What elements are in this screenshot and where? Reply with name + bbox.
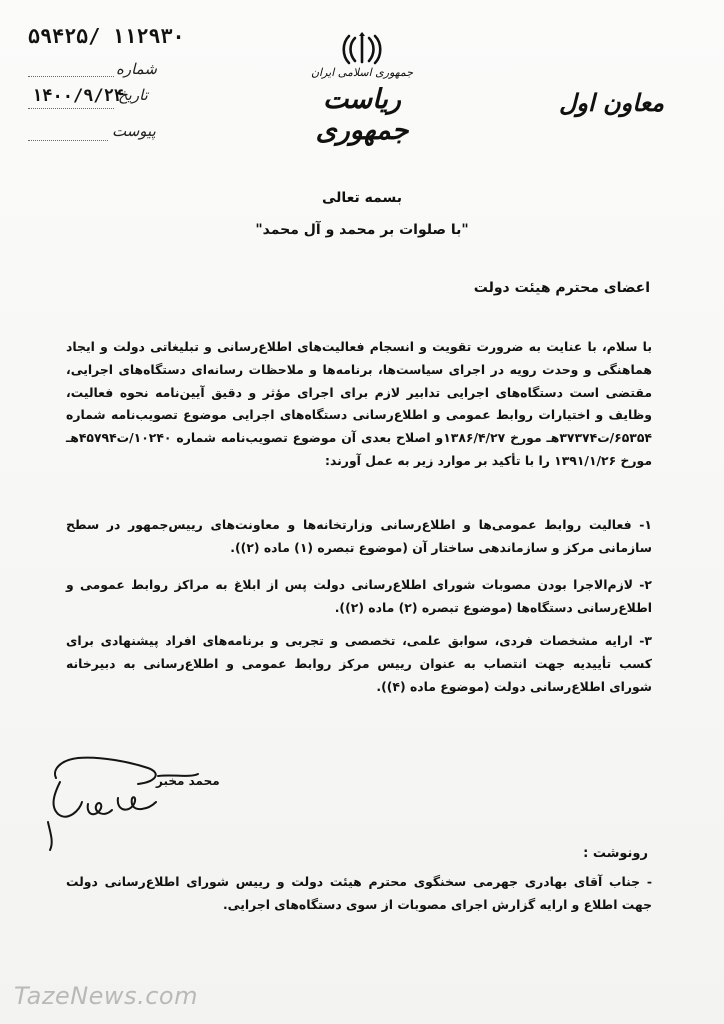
org-title: ریاست جمهوری: [315, 84, 409, 146]
date-label: تاریخ: [118, 86, 148, 104]
item-2: ۲- لازم‌الاجرا بودن مصوبات شورای اطلاع‌رسانی دولت پس از ابلاغ به مراکز روابط عمومی و اطلاع‌رسانی دستگاه‌ها (موضوع تبصره (۲) ماده (۲)).: [66, 577, 652, 615]
addressee: اعضای محترم هیئت دولت: [473, 280, 650, 296]
salawat: "با صلوات بر محمد و آل محمد": [255, 222, 469, 238]
item-1: ۱- فعالیت روابط عمومی‌ها و اطلاع‌رسانی وزارتخانه‌ها و معاونت‌های رییس‌جمهور در سطح سازمانی مرکز و سازماندهی ساختار آن (موضوع تبصره (۱) ماده (۲)).: [66, 517, 652, 555]
cc-title: رونوشت :: [583, 846, 648, 861]
date-dotline: [28, 108, 114, 109]
signature-icon: [38, 748, 218, 858]
iran-emblem-icon: [340, 30, 384, 66]
signer-name: محمد مخبر: [156, 774, 220, 788]
date-value: ۱۴۰۰/۹/۲۴: [32, 86, 125, 106]
number-label: شماره: [116, 60, 157, 78]
item-3: ۳- ارایه مشخصات فردی، سوابق علمی، تخصصی و تجربی و برنامه‌های افراد پیشنهادی برای کسب تأییدیه جهت انتصاب به عنوان رییس مرکز روابط عمومی و اطلاع‌رسانی به دبیرخانه شورای اطلاع‌رسانی دولت (موضوع ماده (۴)).: [66, 633, 652, 694]
reference-number: ۵۹۴۲۵/ ۱۱۲۹۳۰: [28, 24, 185, 48]
number-dotline: [28, 76, 114, 77]
org-subtitle: جمهوری اسلامی ایران: [310, 66, 414, 79]
intro-paragraph: با سلام، با عنایت به ضرورت تقویت و انسجام فعالیت‌های اطلاع‌رسانی و تبلیغاتی دولت و ایجاد هماهنگی و وحدت رویه در اجرای سیاست‌ها، برنامه‌ها و ملاحظات رسانه‌ای دستگاه‌های اجرایی، مقتضی است دستگاه‌های اجرایی تدابیر لازم برای اجرای مؤثر و دقیق آیین‌نامه نحوه فعالیت، وظایف و اختیارات روابط عمومی و اطلاع‌رسانی دستگاه‌های اجرایی موضوع تصویب‌نامه شماره ۶۵۳۵۴/ت۳۷۳۷۴هـ مورخ ۱۳۸۶/۴/۲۷و اصلاح بعدی آن موضوع تصویب‌نامه شماره ۱۰۲۴۰/ت۴۵۷۹۴هـ مورخ ۱۳۹۱/۱/۲۶ را با تأکید بر موارد زیر به عمل آورند:: [66, 339, 652, 468]
bismillah: بسمه تعالی: [321, 190, 403, 206]
cc-text: - جناب آقای بهادری جهرمی سخنگوی محترم هیئت دولت و رییس شورای اطلاع‌رسانی دولت جهت اطلاع و ارایه گزارش اجرای مصوبات از سوی دستگاه‌های اجرایی.: [66, 874, 652, 912]
attachment-dotline: [28, 140, 108, 141]
watermark: TazeNews.com: [14, 982, 198, 1010]
first-vp-title: معاون اول: [558, 88, 664, 117]
attachment-label: پیوست: [112, 122, 156, 140]
